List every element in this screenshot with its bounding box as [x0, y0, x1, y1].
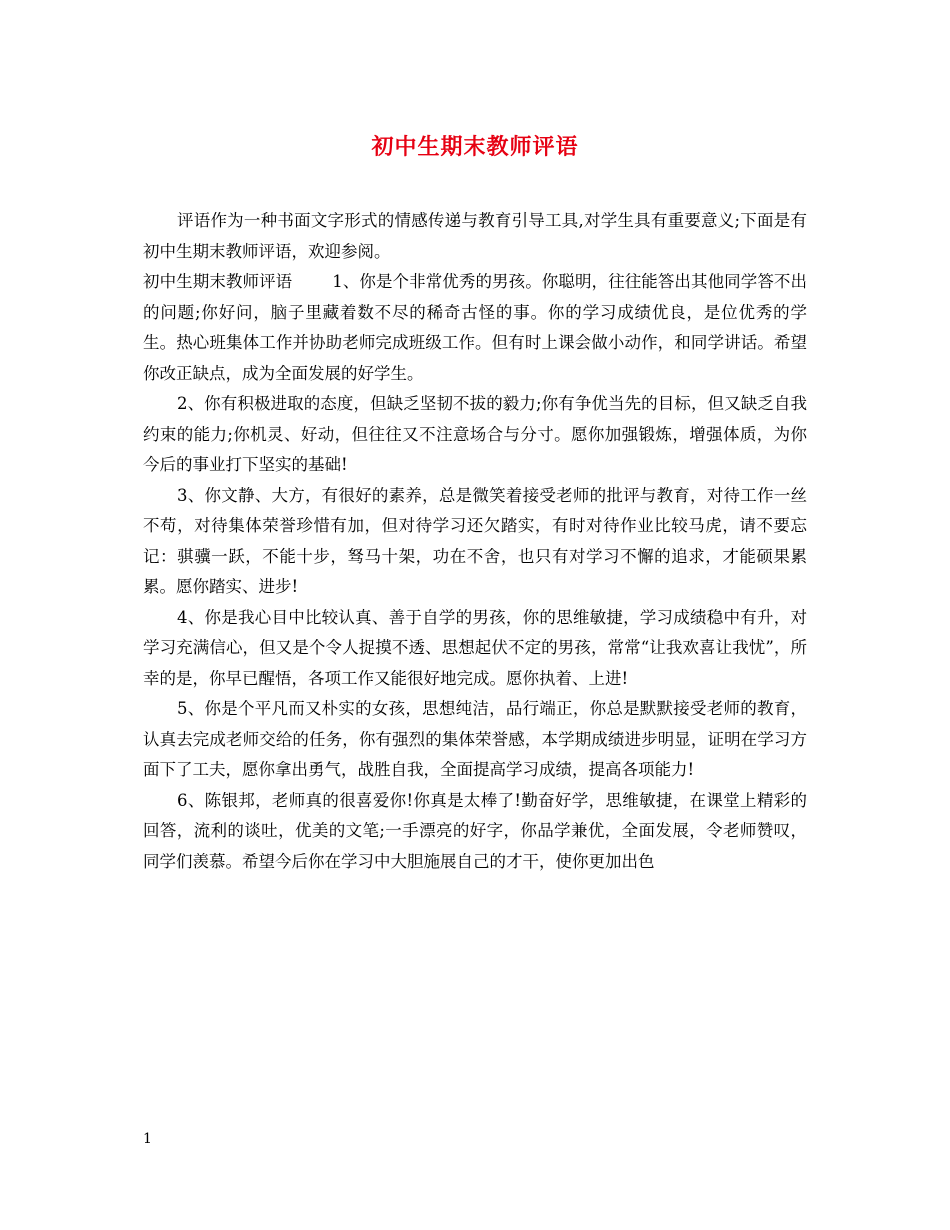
page-title: 初中生期末教师评语 — [371, 134, 579, 160]
comment-paragraph-2: 2、你有积极进取的态度，但缺乏坚韧不拔的毅力;你有争优当先的目标，但又缺乏自我约束的能力;你机灵、好动，但往往又不注意场合与分寸。愿你加强锻炼，增强体质，为你今后的事业打下坚实的基础! — [143, 394, 807, 474]
comment-paragraph-3: 3、你文静、大方，有很好的素养，总是微笑着接受老师的批评与教育，对待工作一丝不苟，对待集体荣誉珍惜有加，但对待学习还欠踏实，有时对待作业比较马虎，请不要忘记：骐骥一跃，不能十步，驽马十架，功在不舍，也只有对学习不懈的追求，才能硕果累累。愿你踏实、进步! — [143, 485, 807, 596]
page-number: 1 — [143, 1131, 152, 1147]
comment-paragraph-5: 5、你是个平凡而又朴实的女孩，思想纯洁，品行端正，你总是默默接受老师的教育，认真去完成老师交给的任务，你有强烈的集体荣誉感，本学期成绩进步明显，证明在学习方面下了工夫，愿你拿出勇气，战胜自我，全面提高学习成绩，提高各项能力! — [143, 699, 807, 779]
lead-label: 初中生期末教师评语 — [143, 272, 293, 291]
comment-paragraph-6: 6、陈银邦，老师真的很喜爱你!你真是太棒了!勤奋好学，思维敏捷，在课堂上精彩的回答，流利的谈吐，优美的文笔;一手漂亮的好字，你品学兼优，全面发展，令老师赞叹，同学们羡慕。希望今后你在学习中大胆施展自己的才干，使你更加出色 — [143, 790, 807, 871]
comment-paragraph-4: 4、你是我心目中比较认真、善于自学的男孩，你的思维敏捷，学习成绩稳中有升，对学习充满信心，但又是个令人捉摸不透、思想起伏不定的男孩，常常“让我欢喜让我忧”，所幸的是，你早已醒悟，各项工作又能很好地完成。愿你执着、上进! — [143, 607, 807, 688]
comment-paragraph-1 — [143, 267, 807, 389]
comment-text-1: 1、你是个非常优秀的男孩。你聪明，往往能答出其他同学答不出的问题;你好问，脑子里藏着数不尽的稀奇古怪的事。你的学习成绩优良，是位优秀的学生。热心班集体工作并协助老师完成班级工作。但有时上课会做小动作，和同学讲话。希望你改正缺点，成为全面发展的好学生。 — [143, 272, 808, 383]
intro-paragraph: 评语作为一种书面文字形式的情感传递与教育引导工具,对学生具有重要意义;下面是有初中生期末教师评语，欢迎参阅。 — [143, 211, 807, 261]
document-body — [143, 206, 807, 877]
